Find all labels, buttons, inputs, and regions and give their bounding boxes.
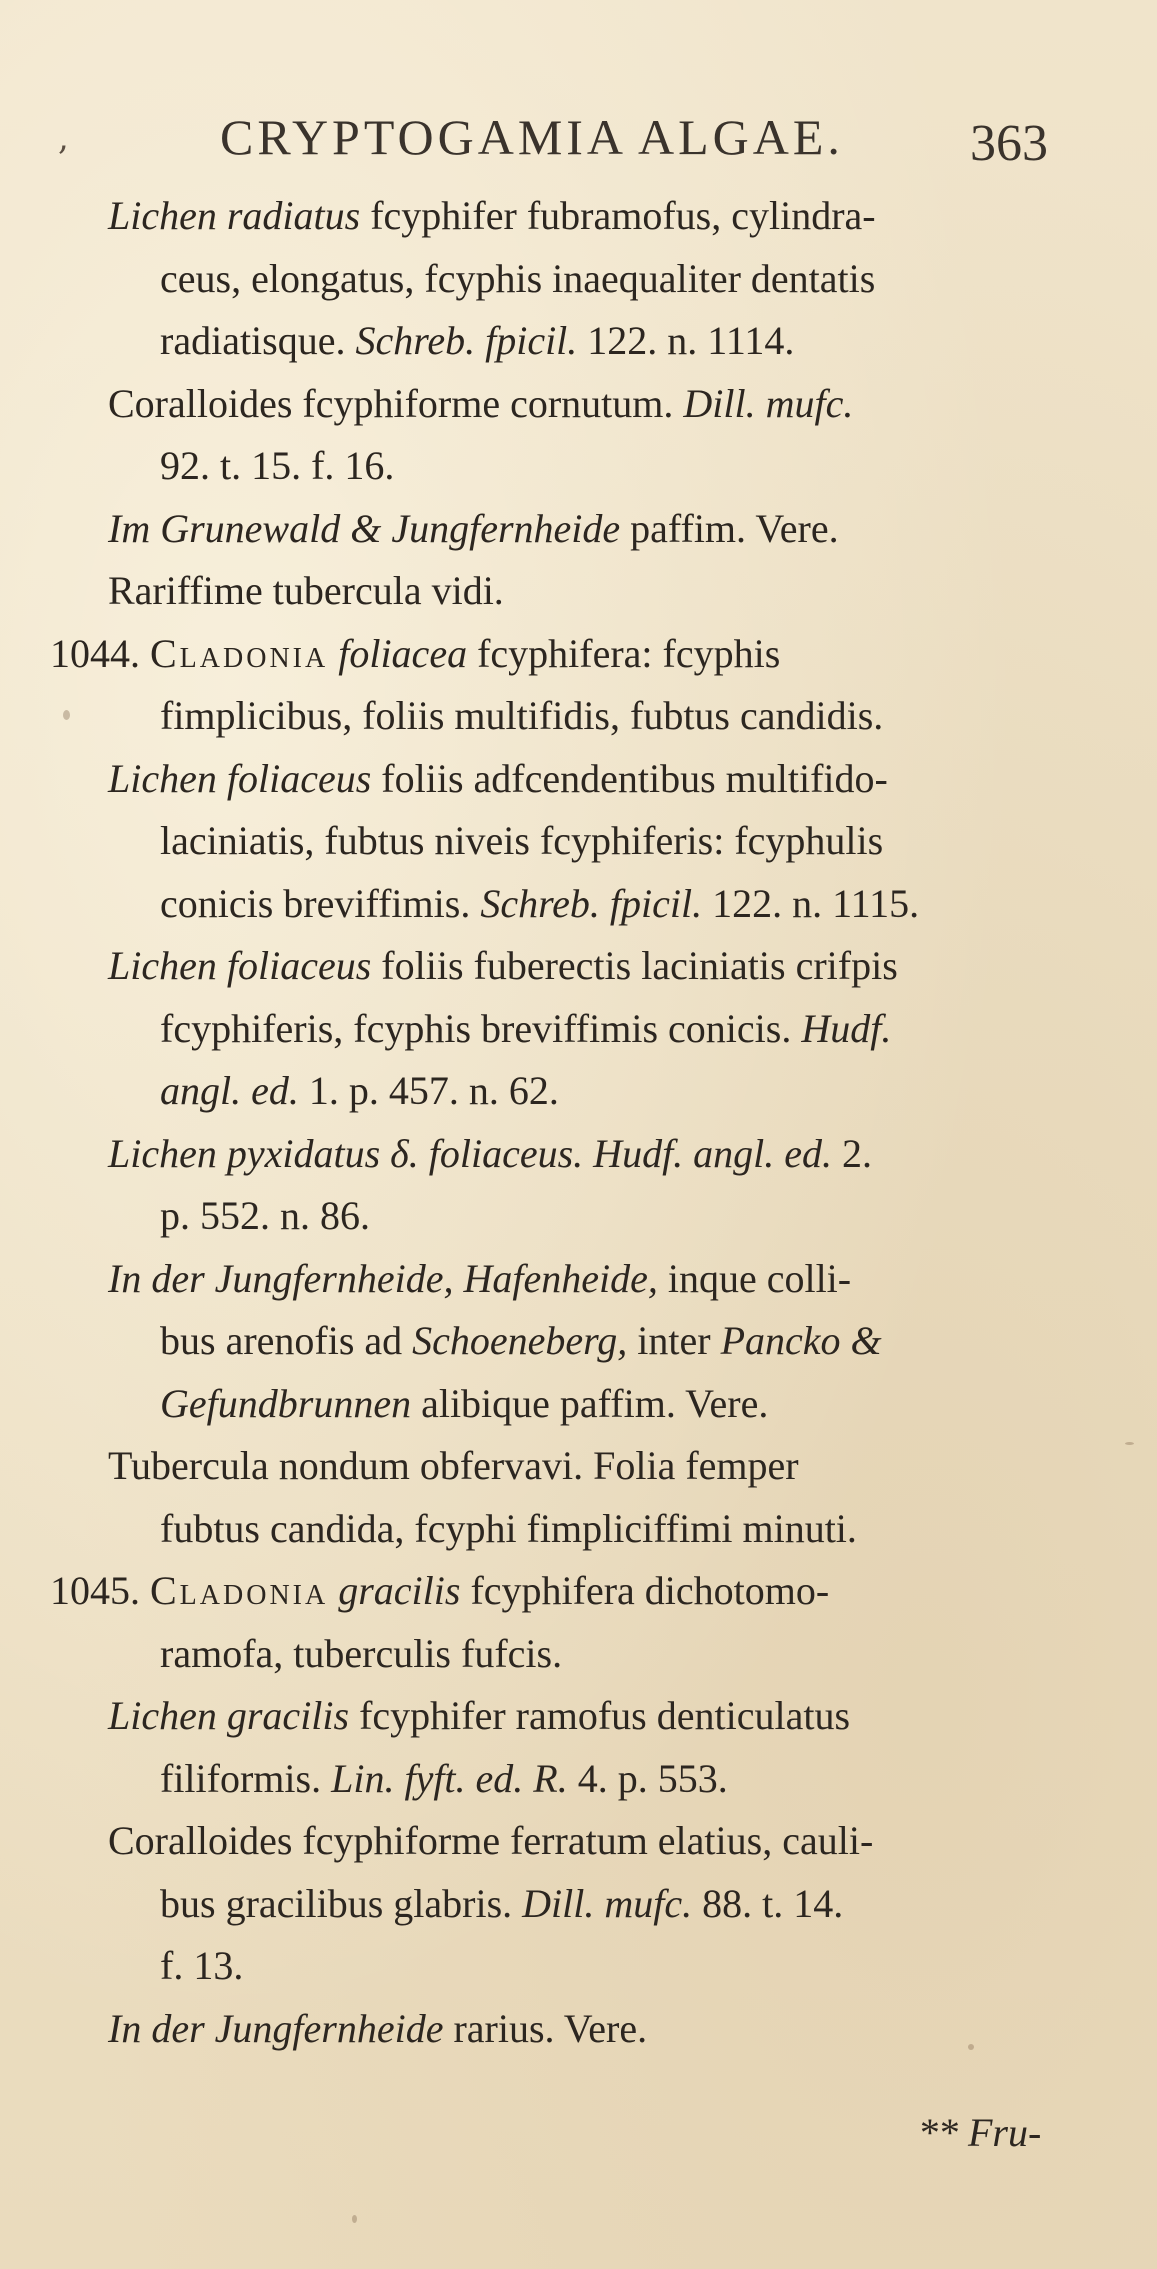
text-segment: Rariffime tubercula vidi. xyxy=(108,568,504,613)
text-segment: In der Jungfernheide xyxy=(108,2006,444,2051)
text-segment: radiatisque. xyxy=(160,318,356,363)
text-segment: fcyphiferis, fcyphis breviffimis conicis. xyxy=(160,1006,802,1051)
text-line xyxy=(160,438,394,494)
text-segment: Lichen gracilis xyxy=(108,1693,350,1738)
text-line xyxy=(160,1938,243,1994)
page-number: 363 xyxy=(970,115,1048,172)
text-line xyxy=(108,376,853,432)
text-line xyxy=(160,1313,882,1369)
text-line xyxy=(160,1001,891,1057)
text-line xyxy=(108,1251,851,1307)
text-segment: 122. n. 1114. xyxy=(577,318,795,363)
text-line xyxy=(108,1126,872,1182)
text-segment: ramofa, tuberculis fufcis. xyxy=(160,1631,563,1676)
text-segment: fimplicibus, foliis multifidis, fubtus candidis. xyxy=(160,693,884,738)
text-segment: Hudf. xyxy=(801,1006,892,1051)
page-title: CRYPTOGAMIA ALGAE. xyxy=(220,109,844,165)
text-segment: Tubercula nondum obfervavi. Folia femper xyxy=(108,1443,799,1488)
text-segment: p. 552. n. 86. xyxy=(160,1193,370,1238)
text-line xyxy=(108,938,898,994)
text-segment: bus gracilibus glabris. xyxy=(160,1881,523,1926)
text-segment: paffim. Vere. xyxy=(620,506,839,551)
text-segment: Lichen radiatus xyxy=(108,193,361,238)
text-segment: Gefundbrunnen xyxy=(160,1381,412,1426)
text-line xyxy=(160,1376,768,1432)
text-line xyxy=(160,313,794,369)
text-line xyxy=(108,1813,873,1869)
text-line xyxy=(50,626,780,682)
text-line xyxy=(160,1063,559,1119)
text-segment: 88. t. 14. xyxy=(692,1881,844,1926)
text-segment: foliacea xyxy=(338,631,468,676)
text-segment: Lichen pyxidatus δ. foliaceus. Hudf. angl. ed. xyxy=(108,1131,833,1176)
text-segment: rarius. Vere. xyxy=(443,2006,648,2051)
text-segment: fcyphifer ramofus denticulatus xyxy=(349,1693,851,1738)
text-line xyxy=(108,563,504,619)
text-segment: 1045. xyxy=(50,1568,150,1613)
text-segment: 4. p. 553. xyxy=(567,1756,728,1801)
header-mark: , xyxy=(58,118,69,158)
text-segment: Schoeneberg, xyxy=(412,1318,628,1363)
paper-fleck xyxy=(1125,1442,1134,1445)
text-segment: gracilis xyxy=(338,1568,461,1613)
text-segment: foliis fuberectis laciniatis crifpis xyxy=(371,943,898,988)
paper-fleck xyxy=(968,2044,974,2050)
running-header xyxy=(0,108,1157,172)
text-segment: Lichen foliaceus xyxy=(108,756,372,801)
text-line xyxy=(160,876,919,932)
text-segment: 122. n. 1115. xyxy=(702,881,920,926)
text-segment: foliis adfcendentibus multifido- xyxy=(371,756,888,801)
text-line xyxy=(108,1688,850,1744)
text-segment: Dill. mufc. xyxy=(522,1881,693,1926)
text-segment: inter xyxy=(627,1318,721,1363)
text-line xyxy=(160,1876,843,1932)
text-segment xyxy=(328,631,338,676)
text-line xyxy=(160,1501,857,1557)
text-segment: Schreb. fpicil. xyxy=(355,318,578,363)
text-segment: Lichen foliaceus xyxy=(108,943,372,988)
text-segment: bus arenofis ad xyxy=(160,1318,413,1363)
text-line xyxy=(108,2001,647,2057)
text-segment: fcyphifera: fcyphis xyxy=(467,631,781,676)
paper-fleck xyxy=(63,710,70,720)
catchword: ** Fru- xyxy=(918,2110,1042,2155)
text-segment: ceus, elongatus, fcyphis inaequaliter dentatis xyxy=(160,256,876,301)
text-segment: inque colli- xyxy=(657,1256,852,1301)
text-segment: conicis breviffimis. xyxy=(160,881,481,926)
text-line xyxy=(160,813,883,869)
text-segment: Im Grunewald & Jungfernheide xyxy=(108,506,621,551)
text-segment: Dill. mufc. xyxy=(683,381,854,426)
text-segment: Coralloides fcyphiforme ferratum elatius, cauli- xyxy=(108,1818,874,1863)
paper-fleck xyxy=(352,2215,357,2223)
text-line xyxy=(108,751,888,807)
text-segment: fcyphifera dichotomo- xyxy=(460,1568,830,1613)
text-line xyxy=(108,1438,799,1494)
text-segment: fubtus candida, fcyphi fimpliciffimi minuti. xyxy=(160,1506,857,1551)
text-segment xyxy=(328,1568,338,1613)
text-segment: alibique paffim. Vere. xyxy=(411,1381,769,1426)
text-line xyxy=(160,251,875,307)
text-segment: Pancko & xyxy=(720,1318,882,1363)
text-segment: 1044. xyxy=(50,631,150,676)
text-segment: filiformis. xyxy=(160,1756,332,1801)
text-line xyxy=(108,188,876,244)
text-line xyxy=(160,688,883,744)
text-segment: laciniatis, fubtus niveis fcyphiferis: fcyphulis xyxy=(160,818,884,863)
text-segment: Cladonia xyxy=(150,631,329,676)
text-segment: angl. ed. xyxy=(160,1068,299,1113)
text-segment: 1. p. 457. n. 62. xyxy=(298,1068,559,1113)
text-segment: Lin. fyft. ed. R. xyxy=(331,1756,568,1801)
text-line xyxy=(160,1751,728,1807)
text-segment: Cladonia xyxy=(150,1568,329,1613)
text-segment: 92. t. 15. f. 16. xyxy=(160,443,395,488)
text-line xyxy=(160,1626,562,1682)
text-segment: In der Jungfernheide, Hafenheide, xyxy=(108,1256,658,1301)
text-line xyxy=(108,501,839,557)
text-segment: Coralloides fcyphiforme cornutum. xyxy=(108,381,684,426)
text-segment: Schreb. fpicil. xyxy=(480,881,703,926)
text-segment: 2. xyxy=(832,1131,873,1176)
text-line xyxy=(50,1563,829,1619)
text-segment: f. 13. xyxy=(160,1943,244,1988)
text-segment: fcyphifer fubramofus, cylindra- xyxy=(360,193,876,238)
text-line xyxy=(160,1188,370,1244)
